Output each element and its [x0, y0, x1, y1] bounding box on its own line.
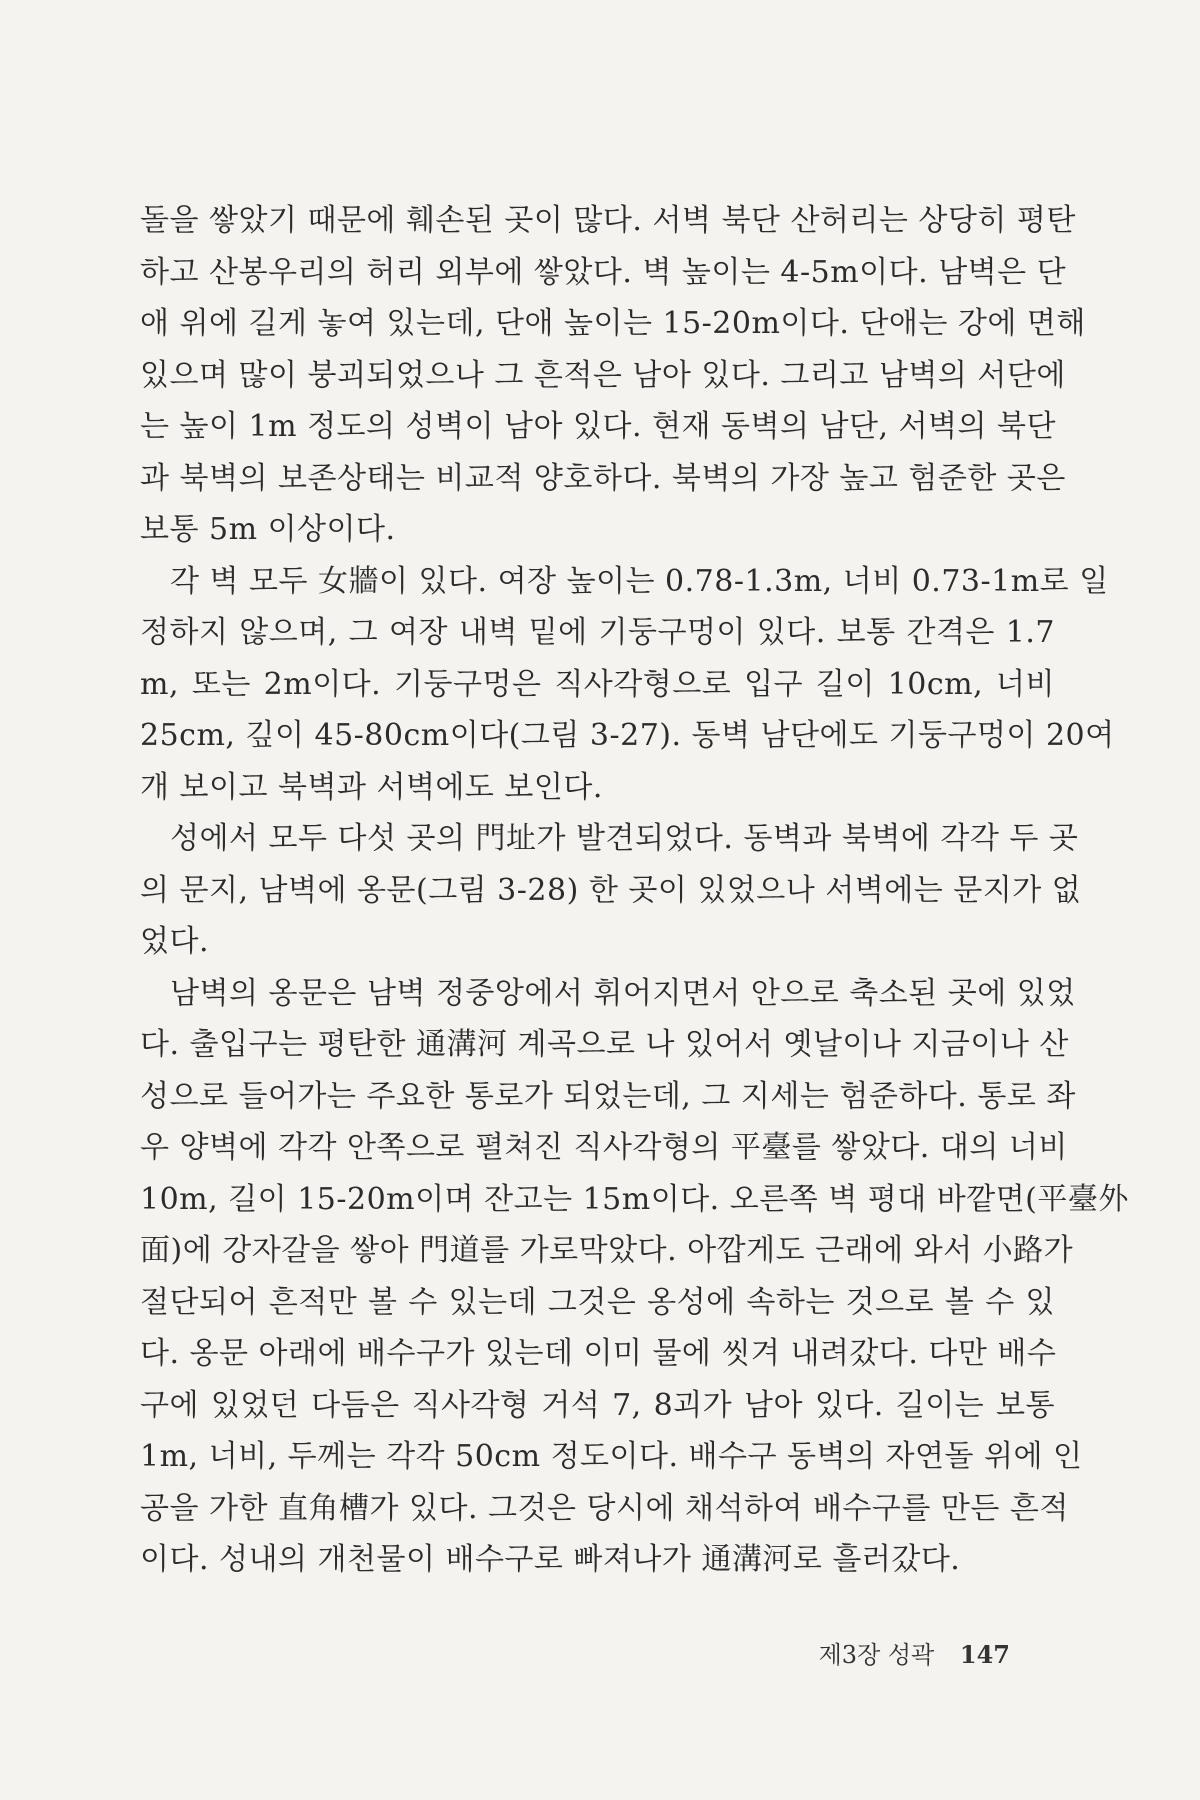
paragraph-2 [140, 556, 1115, 814]
text-line: 10m, 길이 15-20m이며 잔고는 15m이다. 오른쪽 벽 평대 바깥면(平臺外 [140, 1181, 1129, 1217]
text-line: 面)에 강자갈을 쌓아 門道를 가로막았다. 아깝게도 근래에 와서 小路가 [140, 1233, 1074, 1268]
paragraph-3 [140, 813, 1082, 968]
text-line: 는 높이 1m 정도의 성벽이 남아 있다. 현재 동벽의 남단, 서벽의 북단 [140, 409, 1057, 444]
text-line: 보통 5m 이상이다. [140, 512, 396, 547]
paragraph-4 [140, 968, 1129, 1586]
text-line: 25cm, 깊이 45-80cm이다(그림 3-27). 동벽 남단에도 기둥구멍이 20여 [140, 718, 1115, 753]
text-line: 애 위에 길게 놓여 있는데, 단애 높이는 15-20m이다. 단애는 강에 면해 [140, 306, 1086, 341]
text-line: 돌을 쌓았기 때문에 훼손된 곳이 많다. 서벽 북단 산허리는 상당히 평탄 [140, 203, 1076, 238]
text-line: 절단되어 흔적만 볼 수 있는데 그것은 옹성에 속하는 것으로 볼 수 있 [140, 1284, 1055, 1320]
text-line: 정하지 않으며, 그 여장 내벽 밑에 기둥구멍이 있다. 보통 간격은 1.7 [140, 615, 1055, 650]
text-line: 었다. [140, 924, 209, 959]
body-text [140, 195, 1129, 1586]
page-number: 147 [959, 1640, 1010, 1669]
text-line: 다. 옹문 아래에 배수구가 있는데 이미 물에 씻겨 내려갔다. 다만 배수 [140, 1336, 1057, 1371]
text-line: 의 문지, 남벽에 옹문(그림 3-28) 한 곳이 있었으나 서벽에는 문지가 없 [140, 872, 1082, 908]
page-footer [819, 1635, 1010, 1670]
text-line: 개 보이고 북벽과 서벽에도 보인다. [140, 769, 603, 805]
paragraph-1 [140, 195, 1086, 556]
text-line: 성에서 모두 다섯 곳의 門址가 발견되었다. 동벽과 북벽에 각각 두 곳 [170, 821, 1079, 856]
text-line: 우 양벽에 각각 안쪽으로 펼쳐진 직사각형의 平臺를 쌓았다. 대의 너비 [140, 1130, 1068, 1165]
text-line: 남벽의 옹문은 남벽 정중앙에서 휘어지면서 안으로 축소된 곳에 있었 [170, 975, 1076, 1011]
text-line: 하고 산봉우리의 허리 외부에 쌓았다. 벽 높이는 4-5m이다. 남벽은 단 [140, 254, 1067, 290]
text-line: 이다. 성내의 개천물이 배수구로 빠져나가 通溝河로 흘러갔다. [140, 1542, 961, 1577]
running-footer-chapter: 제3장 성곽 [818, 1641, 935, 1669]
text-line: 과 북벽의 보존상태는 비교적 양호하다. 북벽의 가장 높고 험준한 곳은 [140, 460, 1066, 496]
text-line: 1m, 너비, 두께는 각각 50cm 정도이다. 배수구 동벽의 자연돌 위에 인 [140, 1439, 1083, 1474]
text-line: 각 벽 모두 女牆이 있다. 여장 높이는 0.78-1.3m, 너비 0.73-1m로 일 [170, 563, 1109, 599]
text-line: 있으며 많이 붕괴되었으나 그 흔적은 남아 있다. 그리고 남벽의 서단에 [140, 357, 1066, 393]
text-line: 다. 출입구는 평탄한 通溝河 계곡으로 나 있어서 옛날이나 지금이나 산 [140, 1027, 1069, 1062]
text-line: 구에 있었던 다듬은 직사각형 거석 7, 8괴가 남아 있다. 길이는 보통 [140, 1387, 1055, 1423]
text-line: 성으로 들어가는 주요한 통로가 되었는데, 그 지세는 험준하다. 통로 좌 [140, 1078, 1076, 1114]
text-line: m, 또는 2m이다. 기둥구멍은 직사각형으로 입구 길이 10cm, 너비 [140, 666, 1055, 702]
text-line: 공을 가한 直角槽가 있다. 그것은 당시에 채석하여 배수구를 만든 흔적 [140, 1490, 1069, 1526]
